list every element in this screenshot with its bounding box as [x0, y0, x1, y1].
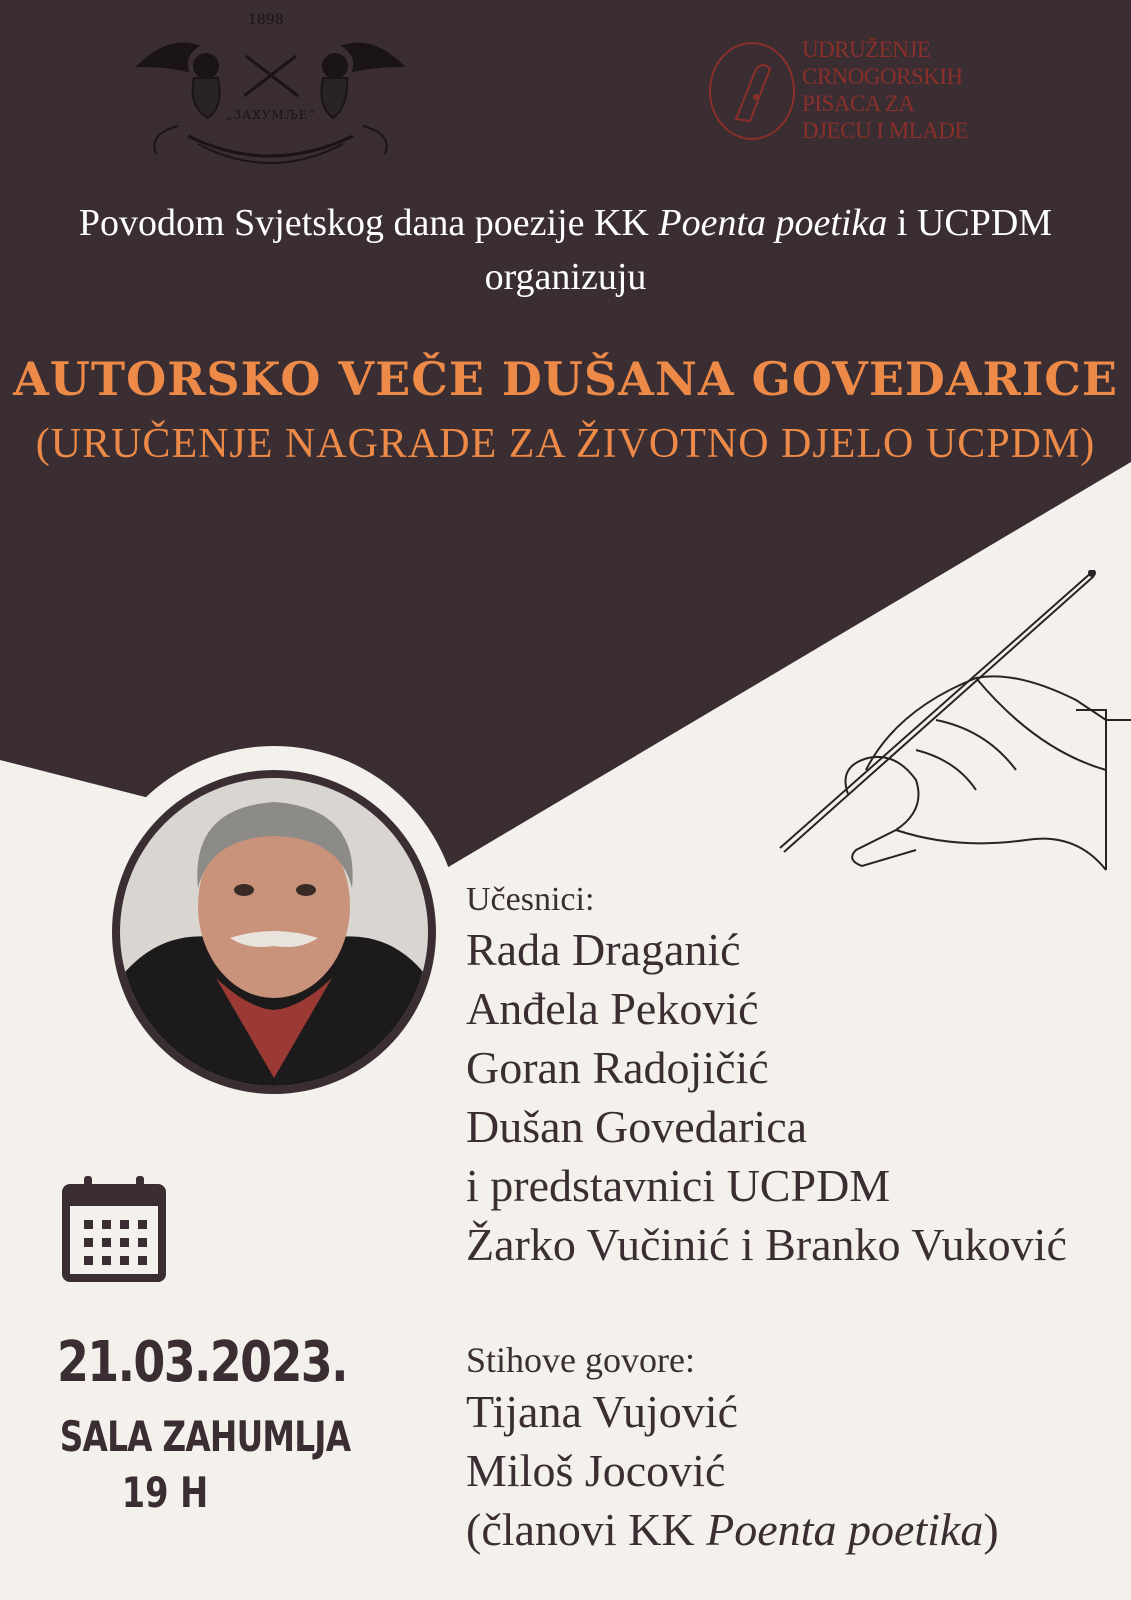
org-line-4: DJECU I MLADE: [802, 118, 968, 143]
intro-line-1: [20, 196, 1111, 250]
participant-name: Goran Radojičić: [466, 1042, 769, 1093]
event-time: 19 H: [121, 1468, 209, 1517]
author-portrait: [120, 778, 428, 1086]
participant-name: i predstavnici UCPDM: [466, 1160, 891, 1211]
hand-pen-icon: [776, 570, 1131, 875]
reciter-name: Miloš Jocović: [466, 1445, 726, 1496]
event-subtitle: (URUČENJE NAGRADE ZA ŽIVOTNO DJELO UCPDM): [35, 421, 1096, 467]
note-suffix: ): [983, 1504, 999, 1555]
note-prefix: (članovi KK: [466, 1504, 707, 1555]
participant-name: Žarko Vučinić i Branko Vuković: [466, 1219, 1067, 1270]
angels-emblem-icon: [128, 26, 413, 172]
zahumlje-logo: [128, 12, 413, 172]
event-date: 21.03.2023.: [57, 1330, 347, 1395]
participants-list: [466, 880, 1067, 1274]
intro-line-2: organizuju: [484, 256, 647, 298]
reciters-heading: Stihove govore:: [466, 1340, 695, 1380]
participant-name: Rada Draganić: [466, 924, 741, 975]
reciters-note: [466, 1500, 999, 1559]
logo-year: 1898: [248, 12, 284, 28]
org-name: [802, 36, 968, 144]
intro-part-2: i UCPDM: [887, 202, 1053, 244]
org-line-2: CRNOGORSKIH: [802, 64, 963, 89]
note-club: Poenta poetika: [706, 1504, 984, 1555]
calendar-icon: [62, 1174, 166, 1282]
pen-nib-circle-icon: [706, 39, 802, 143]
intro-text: [20, 196, 1111, 304]
reciter-name: Tijana Vujović: [466, 1386, 738, 1437]
participants-heading: Učesnici:: [466, 881, 595, 918]
club-name: Poenta poetika: [658, 202, 888, 244]
ucpdm-logo: [706, 36, 1006, 151]
participant-name: Dušan Govedarica: [466, 1101, 808, 1152]
org-line-3: PISACA ZA: [802, 91, 915, 116]
org-line-1: UDRUŽENJE: [802, 37, 931, 62]
event-venue: SALA ZAHUMLJA: [59, 1412, 351, 1461]
intro-part-1: Povodom Svjetskog dana poezije KK: [78, 202, 659, 244]
logo-banner-text: „ЗАХУМЉЕ“: [226, 108, 316, 122]
participant-name: Anđela Peković: [466, 983, 759, 1034]
portrait-image: [120, 778, 428, 1086]
event-title: AUTORSKO VEČE DUŠANA GOVEDARICE: [13, 352, 1118, 406]
reciters-list: [466, 1338, 999, 1559]
